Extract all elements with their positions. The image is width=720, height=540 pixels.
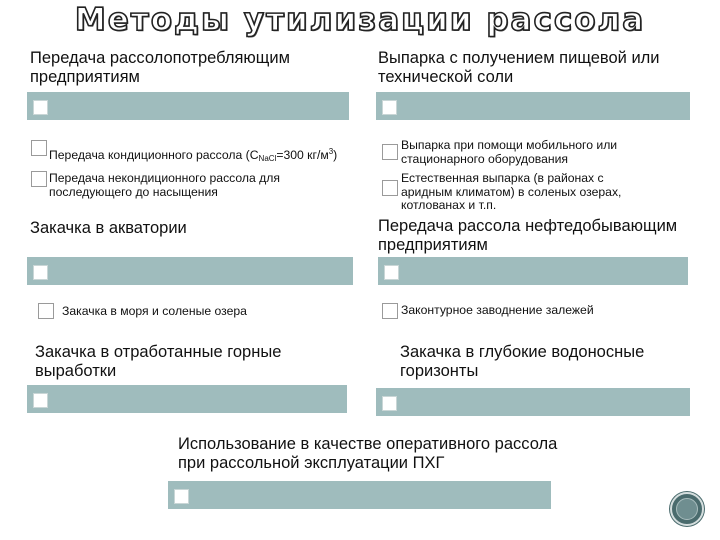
item-mobile-equipment: Выпарка при помощи мобильного или стационарного оборудования: [401, 138, 618, 166]
bar-ugs-operational-brine: [168, 481, 551, 509]
item-conditioned-brine: Передача кондиционного рассола ($С_{NaCl}=300$ $кг/м^3$): [49, 147, 338, 163]
heading-evaporation-salt: Выпарка с получением пищевой или технической соли: [378, 49, 660, 86]
bar-evaporation-salt: [376, 92, 690, 120]
item-natural-evaporation: Естественная выпарка (в районах с аридным климатом) в соленых озерах, котлованах и т.п.: [401, 171, 622, 212]
checkbox-icon: [382, 180, 398, 196]
circle-nav-inner-icon: [676, 498, 698, 520]
checkbox-icon: [384, 265, 399, 280]
bar-oil-companies: [378, 257, 688, 285]
checkbox-icon: [33, 100, 48, 115]
heading-transfer-brine-consumers: Передача рассолопотребляющим предприятиям: [30, 49, 290, 86]
bar-water-area-injection: [27, 257, 353, 285]
item-unconditioned-brine: Передача некондиционного рассола для последующего до насыщения: [49, 171, 281, 199]
checkbox-icon: [33, 265, 48, 280]
item-contour-waterflooding: Законтурное заводнение залежей: [401, 303, 594, 317]
checkbox-icon: [382, 303, 398, 319]
item-seas-salt-lakes: Закачка в моря и соленые озера: [62, 304, 247, 318]
checkbox-icon: [382, 396, 397, 411]
checkbox-icon: [382, 144, 398, 160]
checkbox-icon: [31, 140, 47, 156]
checkbox-icon: [174, 489, 189, 504]
checkbox-icon: [38, 303, 54, 319]
bar-transfer-brine-consumers: [27, 92, 349, 120]
checkbox-icon: [382, 100, 397, 115]
heading-ugs-operational-brine: Использование в качестве оперативного рассола при рассольной эксплуатации ПХГ: [178, 435, 558, 472]
bar-deep-aquifers: [376, 388, 690, 416]
circle-nav-button-icon[interactable]: [670, 492, 704, 526]
page-title: Методы утилизации рассола: [74, 2, 646, 38]
heading-mine-workings: Закачка в отработанные горные выработки: [35, 343, 282, 380]
checkbox-icon: [31, 171, 47, 187]
bar-mine-workings: [27, 385, 347, 413]
checkbox-icon: [33, 393, 48, 408]
heading-oil-companies: Передача рассола нефтедобывающим предприятиям: [378, 217, 678, 254]
heading-water-area-injection: Закачка в акватории: [30, 219, 187, 237]
heading-deep-aquifers: Закачка в глубокие водоносные горизонты: [400, 343, 645, 380]
